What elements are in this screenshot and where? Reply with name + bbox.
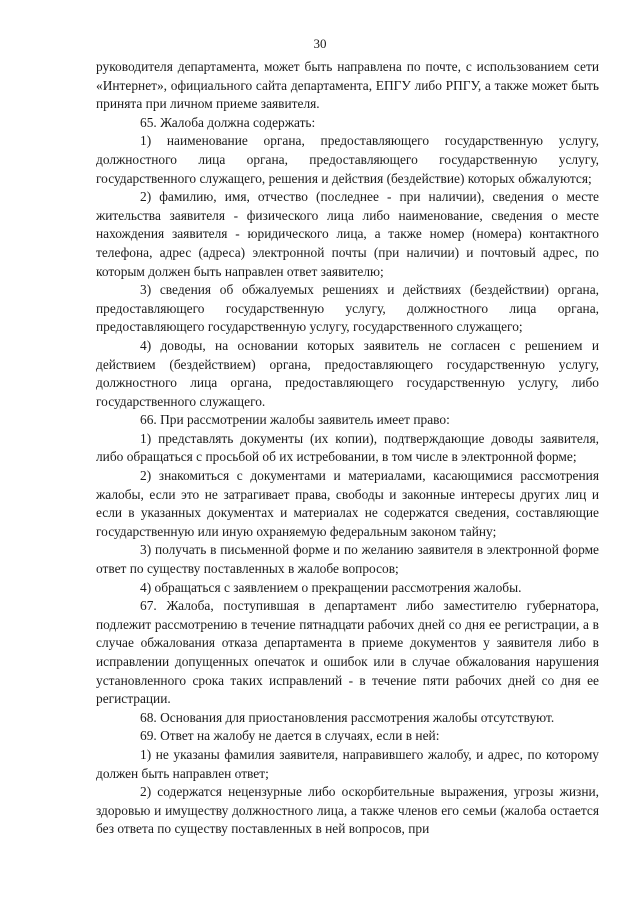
paragraph-65-item-2: 2) фамилию, имя, отчество (последнее - при наличии), сведения о месте жительства заявителя - физического лица либо наименование, сведения о месте нахождения заявителя - юридического лица, а также номер (номера) контактного телефона, адрес (адреса) электронной почты (при наличии) и почтовый адрес, по которым должен быть направлен ответ заявителю; — [96, 189, 599, 279]
paragraph-65-item-3: 3) сведения об обжалуемых решениях и действиях (бездействии) органа, предоставляющего государственную услугу, должностного лица органа, предоставляющего государственную услугу, государственного служащего; — [96, 282, 599, 335]
paragraph-66-item-2: 2) знакомиться с документами и материалами, касающимися рассмотрения жалобы, если это не затрагивает права, свободы и законные интересы других лиц и если в указанных документах и материалах не содержатся сведения, составляющие государственную или иную охраняемую федеральным законом тайну; — [96, 468, 599, 539]
paragraph-66-item-4: 4) обращаться с заявлением о прекращении рассмотрения жалобы. — [140, 579, 522, 595]
paragraph-continuation: руководителя департамента, может быть направлена по почте, с использованием сети «Интернет», официального сайта департамента, ЕПГУ либо РПГУ, а также может быть принята при личном приеме заявителя. — [96, 59, 599, 112]
paragraph-65-item-4: 4) доводы, на основании которых заявитель не согласен с решением и действием (бездействием) органа, предоставляющего государственную услугу, должностного лица органа, предоставляющего государственную услугу, либо государственного служащего. — [96, 337, 599, 409]
paragraph-69-heading: 69. Ответ на жалобу не дается в случаях, если в ней: — [140, 728, 440, 744]
paragraph-65-item-1: 1) наименование органа, предоставляющего государственную услугу, должностного лица органа, предоставляющего государственную услугу, государственного служащего, решения и действия (бездействие) которых обжалуются; — [96, 133, 599, 186]
paragraph-67: 67. Жалоба, поступившая в департамент либо заместителю губернатора, подлежит рассмотрению в течение пятнадцати рабочих дней со дня ее регистрации, а в случае обжалования отказа департамента в приеме документов у заявителя либо в исправлении допущенных опечаток и ошибок или в случае обжалования нарушения установленного срока таких исправлений - в течение пяти рабочих дней со дня ее регистрации. — [96, 598, 599, 707]
paragraph-66-heading: 66. При рассмотрении жалобы заявитель имеет право: — [140, 412, 450, 428]
paragraph-69-item-2: 2) содержатся нецензурные либо оскорбительные выражения, угрозы жизни, здоровью и имуществу должностного лица, а также членов его семьи (жалоба остается без ответа по существу поставленных в ней вопросов, при — [96, 784, 599, 837]
paragraph-69-item-1: 1) не указаны фамилия заявителя, направившего жалобу, и адрес, по которому должен быть направлен ответ; — [96, 746, 599, 781]
paragraph-66-item-1: 1) представлять документы (их копии), подтверждающие доводы заявителя, либо обращаться с просьбой об их истребовании, в том числе в электронной форме; — [96, 430, 599, 465]
paragraph-65-heading: 65. Жалоба должна содержать: — [140, 114, 316, 130]
page-number: 30 — [313, 36, 327, 51]
paragraph-66-item-3: 3) получать в письменной форме и по желанию заявителя в электронной форме ответ по существу поставленных в жалобе вопросов; — [96, 542, 599, 577]
paragraph-68: 68. Основания для приостановления рассмотрения жалобы отсутствуют. — [140, 709, 555, 725]
document-body — [96, 58, 599, 839]
